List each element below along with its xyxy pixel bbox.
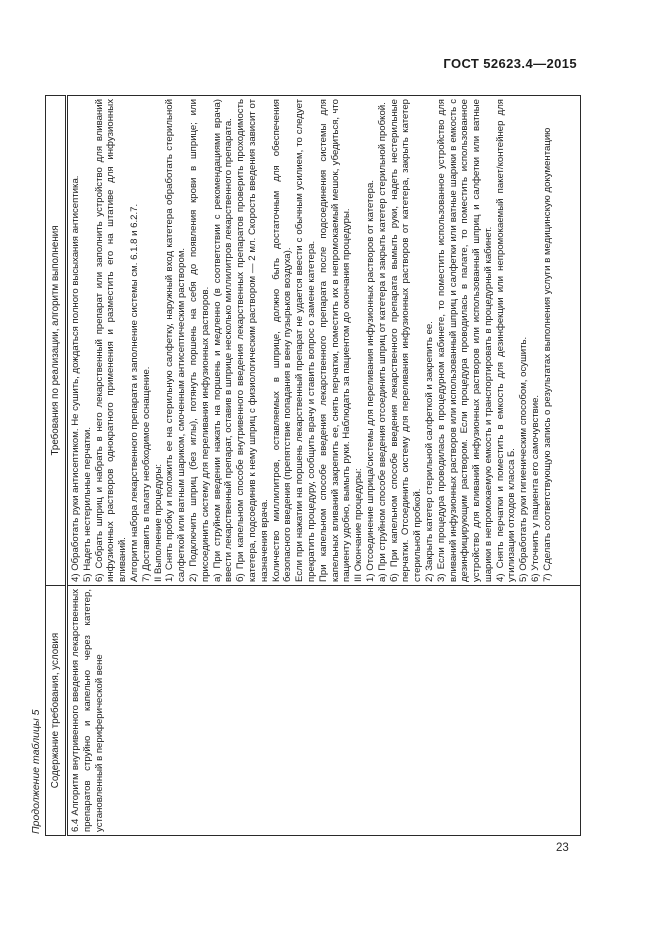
algorithm-step-line: б) При капельном способе внутривенного введения лекарственных препаратов проверить проходимость катетера, подсоединив к нему шприц с физиологическим раствором — 2 мл. Скорость введения зависит от назначения врача. [235,99,270,582]
algorithm-step-line: 4) Обработать руки антисептиком. Не сушить, дождаться полного высыхания антисептика. [70,175,81,582]
algorithm-step-line: 2) Закрыть катетер стерильной салфеткой и закрепить ее. [423,321,435,582]
algorithm-step-line: а) При струйном введении нажать на поршень и медленно (в соответствии с рекомендациями врача) ввести лекарственный препарат, оставив в шприце несколько миллилитров лекарственного препарата. [211,99,235,582]
doc-code-header: ГОСТ 52623.4—2015 [443,56,577,71]
algorithm-step-line: 4) Снять перчатки и поместить в емкость для дезинфекции или непромокаемый пакет/контейнер для утилизации отходов класса Б. [494,99,518,582]
cell-algorithm-text [67,96,581,586]
column-header-implementation-algorithm: Требования по реализации, алгоритм выполнения [46,96,67,586]
table-body-row [67,96,581,836]
table-caption: Продолжение таблицы 5 [30,709,42,834]
cell-requirement-content: 6.4 Алгоритм внутривенного введения лекарственных препаратов струйно и капельно через катетер, установленный в периферической вене [67,586,581,836]
algorithm-step-line: 1) Снять пробку и положить ее на стерильную салфетку, наружный вход катетера обработать стерильной салфеткой или ватным шариком, смоченным антисептическим раствором. [164,99,188,582]
algorithm-step-line: 2) Подключить шприц (без иглы), потянуть поршень на себя до появления крови в шприце; или присоединить систему для переливания инфузионных растворов. [187,99,211,582]
rotated-table-block [30,94,588,836]
algorithm-step-line: 6) Уточнить у пациента его самочувствие. [530,394,542,582]
algorithm-step-line: III Окончание процедуры: [353,468,365,582]
page-number: 23 [556,842,569,854]
algorithm-step-line: 6) Собрать шприц и набрать в него лекарственный препарат или заполнить устройство для вливаний инфузионных растворов однократного применения и разместить его на штативе для инфузионных вливаний. [93,99,129,582]
requirements-table [45,95,581,836]
algorithm-step-line: 5) Обработать руки гигиеническим способом, осушить. [518,336,530,582]
algorithm-step-line: а) При струйном способе введения отсоединить шприц от катетера и закрыть катетер стерильной пробкой. [376,102,388,582]
algorithm-step-line: б) При капельном способе введения лекарственного препарата вымыть руки, надеть нестерильные перчатки. Отсоединить систему для переливания инфузионных растворов от катетера, закрыть катетер стерильной пробкой. [388,99,424,582]
column-header-requirement-content: Содержание требования, условия [46,586,67,836]
algorithm-step-line: Алгоритм набора лекарственного препарата и заполнение системы см. 6.1.8 и 6.2.7. [128,203,140,582]
algorithm-step-line: Количество миллилитров, оставляемых в шприце, должно быть достаточным для обеспечения безопасного введения (препятствие попадания в вену пузырьков воздуха). [270,99,294,582]
algorithm-step-line: Если при нажатии на поршень лекарственный препарат не удается ввести с обычным усилием, то следует прекратить процедуру, сообщить врачу и ставить вопрос о замене катетера. [294,99,317,582]
algorithm-step-line: 7) Доставить в палату необходимое оснащение. [140,366,152,582]
table-header-row [46,96,67,836]
algorithm-step-line: При капельном способе введения лекарственного препарата после подсоединения системы для капельных вливаний закрепить ее, снять перчатки, поместить их в непромокаемый мешок, убедиться, что пациенту удобно, вымыть руки. Наблюдать за пациентом до окончания процедуры. [317,99,353,582]
algorithm-step-line: II Выполнение процедуры: [152,463,164,582]
algorithm-step-line: 7) Сделать соответствующую запись о результатах выполнения услуги в медицинскую документацию [541,127,553,582]
algorithm-step-line: 3) Если процедура проводилась в процедурном кабинете, то поместить использованное устройство для вливаний инфузионных растворов или использованный шприц и салфетки или ватные шарики в емкость с дезинфицирующим раствором. Если процедура проводилась в палате, то поместить использованное устройство для вливаний инфузионных растворов или использованный шприц и салфетки или ватные шарики в непромокаемую емкость и транспортировать в процедурный кабинет. [435,99,494,582]
algorithm-step-line: 5) Надеть нестерильные перчатки. [81,426,93,582]
algorithm-step-line: 1) Отсоединение шприца/системы для переливания инфузионных растворов от катетера. [364,180,376,582]
